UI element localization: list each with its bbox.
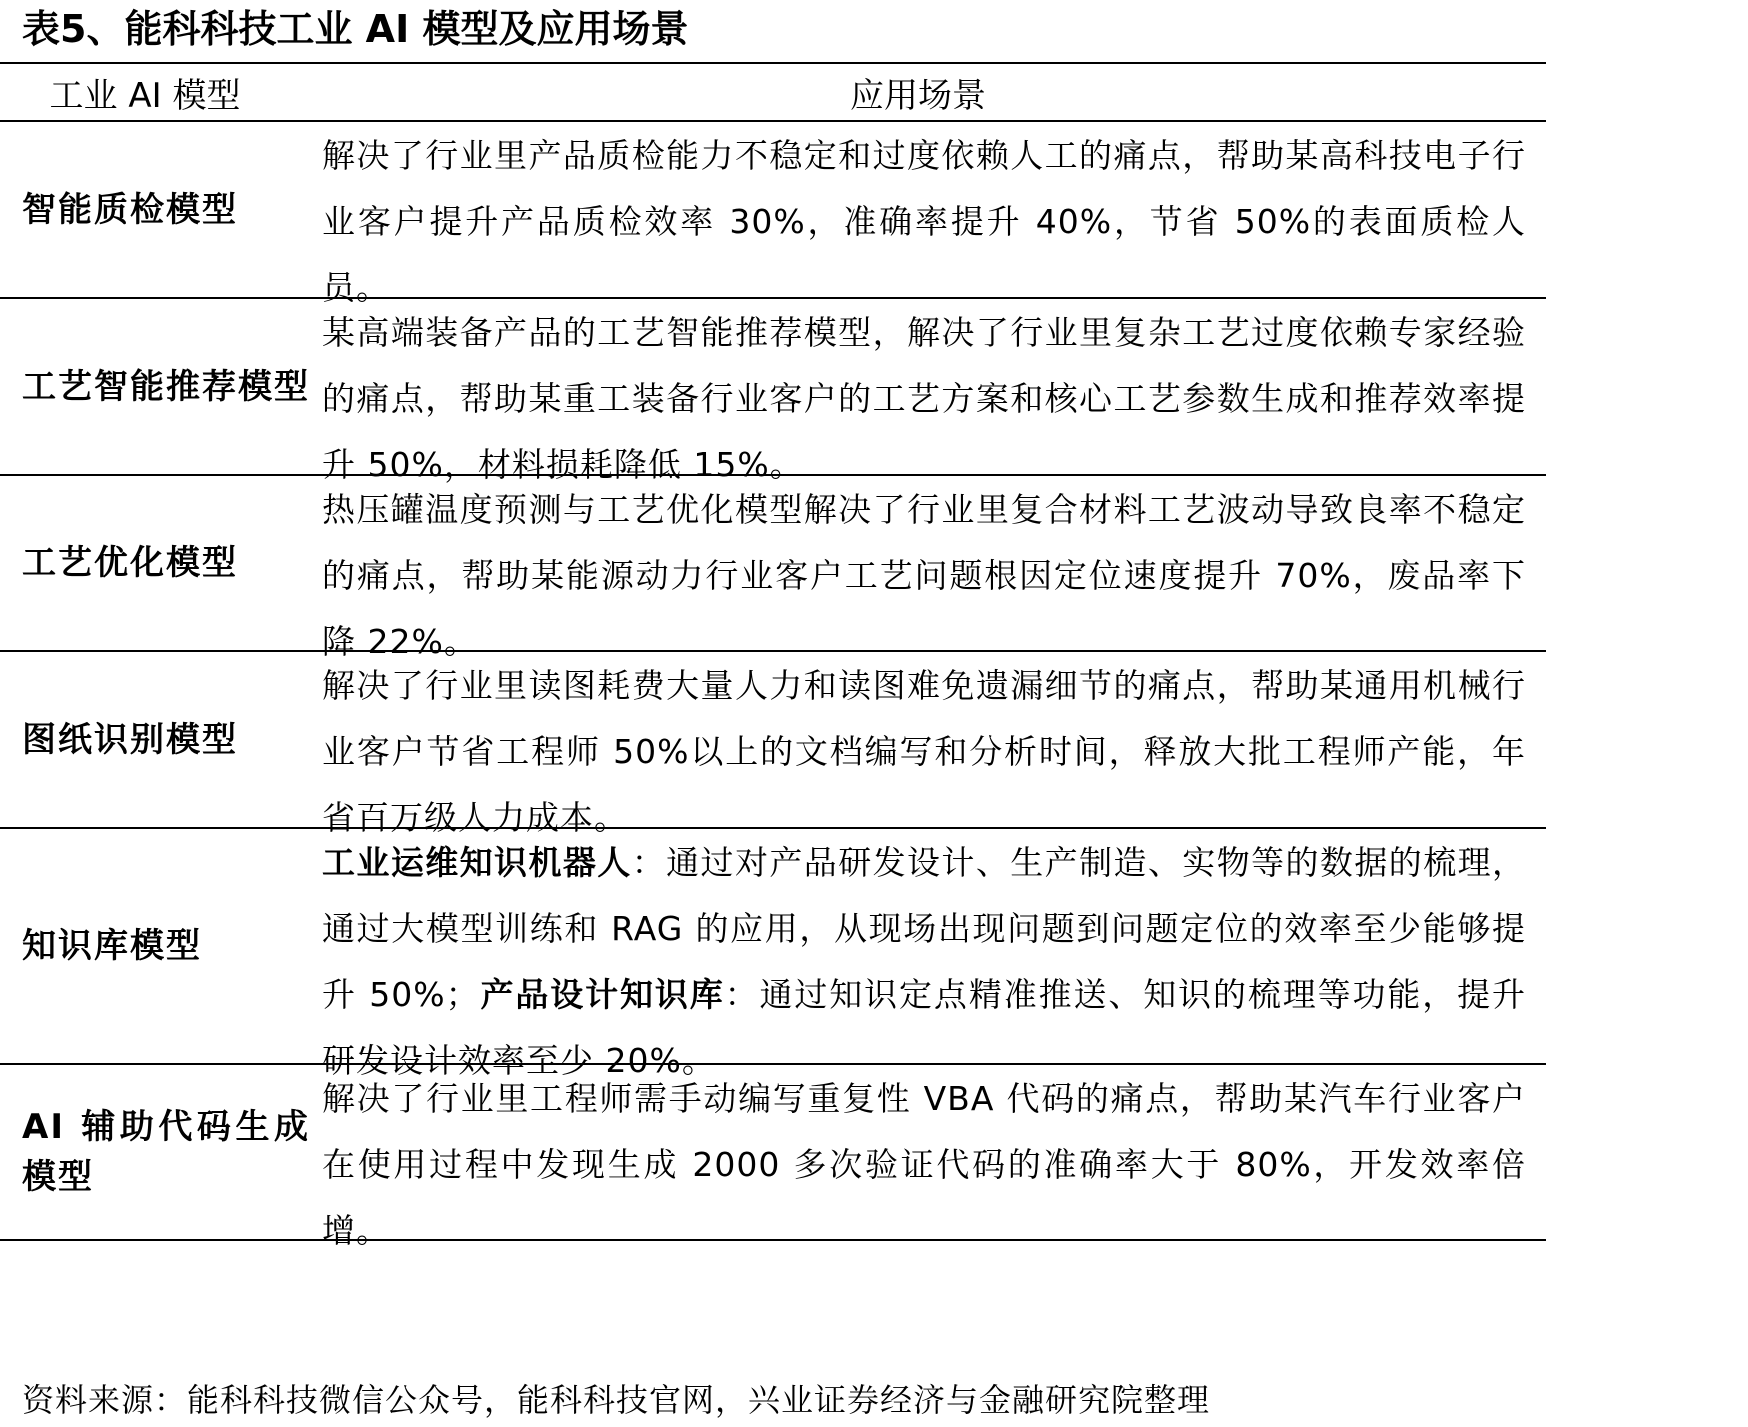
table-row xyxy=(0,476,1546,661)
row-model-name: 知识库模型 xyxy=(22,926,202,966)
row-model-name: 图纸识别模型 xyxy=(22,719,238,760)
header-model: 工业 AI 模型 xyxy=(49,75,241,116)
model-table xyxy=(0,62,1546,1250)
table-row xyxy=(0,299,1546,484)
table-row xyxy=(0,122,1546,307)
table-row xyxy=(0,652,1546,837)
header-scene: 应用场景 xyxy=(850,75,986,116)
row-model-name: 工艺智能推荐模型 xyxy=(22,366,310,407)
row-scene-text: 解决了行业里产品质检能力不稳定和过度依赖人工的痛点，帮助某高科技电子行业客户提升产品质检效率 30%，准确率提升 40%，节省 50%的表面质检人员。 xyxy=(322,136,1526,307)
row-scene-text: 热压罐温度预测与工艺优化模型解决了行业里复合材料工艺波动导致良率不稳定的痛点，帮助某能源动力行业客户工艺问题根因定位速度提升 70%，废品率下降 22%。 xyxy=(322,490,1526,661)
source-note: 资料来源：能科科技微信公众号，能科科技官网，兴业证券经济与金融研究院整理 xyxy=(22,1381,1211,1419)
table-title: 表5、能科科技工业 AI 模型及应用场景 xyxy=(22,7,689,51)
table-row xyxy=(0,829,1546,1080)
row-scene-text xyxy=(322,829,1546,1080)
scene-text-segment: ：通过知识定点精准推送、知识的梳理等功能，提升研发设计效率至少 20%。 xyxy=(322,975,1527,1080)
table-header xyxy=(0,64,1546,122)
row-model-name: 智能质检模型 xyxy=(22,189,238,230)
scene-text-segment: ：通过对产品研发设计、生产制造、实物等的数据的梳理，通过大模型训练和 RAG 的应用，从现场出现问题到问题定位的效率至少能够提升 50%； xyxy=(322,843,1527,1014)
row-model-name: AI 辅助代码生成模型 xyxy=(22,1107,310,1197)
row-scene-text: 解决了行业里工程师需手动编写重复性 VBA 代码的痛点，帮助某汽车行业客户在使用过程中发现生成 2000 多次验证代码的准确率大于 80%，开发效率倍增。 xyxy=(322,1079,1526,1250)
row-scene-text: 某高端装备产品的工艺智能推荐模型，解决了行业里复杂工艺过度依赖专家经验的痛点，帮助某重工装备行业客户的工艺方案和核心工艺参数生成和推荐效率提升 50%，材料损耗降低 15%。 xyxy=(322,313,1526,484)
scene-bold-term: 工业运维知识机器人 xyxy=(322,843,632,882)
row-model-name: 工艺优化模型 xyxy=(22,543,238,583)
scene-bold-term: 产品设计知识库 xyxy=(479,975,725,1014)
table-row xyxy=(0,1065,1546,1250)
row-scene-text: 解决了行业里读图耗费大量人力和读图难免遗漏细节的痛点，帮助某通用机械行业客户节省工程师 50%以上的文档编写和分析时间，释放大批工程师产能，年省百万级人力成本。 xyxy=(322,666,1526,837)
